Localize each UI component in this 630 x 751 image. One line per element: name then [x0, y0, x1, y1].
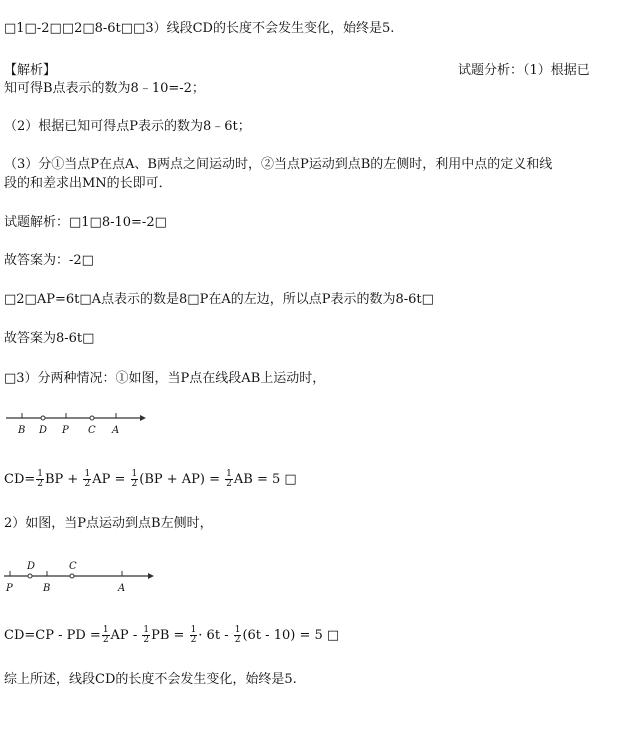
analysis-2: （2）根据已知可得点P表示的数为8﹣6t；: [4, 119, 251, 134]
number-line-figure-2: [0, 557, 160, 595]
analysis-intro-right: 试题分析：（1）根据已: [458, 63, 590, 78]
label-d: D: [39, 425, 48, 436]
point-d: [41, 416, 45, 420]
analysis-3-line-b: 段的和差求出MN的长即可．: [4, 176, 172, 191]
part-2: □2□AP=6t□A点表示的数是8□P在A的左边，所以点P表示的数为8-6t□: [4, 292, 434, 307]
case-2-intro: 2）如图，当P点运动到点B左侧时，: [4, 516, 213, 531]
label-c: C: [69, 561, 77, 572]
answer-2: 故答案为8-6t□: [4, 331, 95, 346]
label-b: B: [43, 583, 51, 594]
label-a: A: [112, 425, 120, 436]
analysis-3-line-a: （3）分①当点P在点A、B两点之间运动时，②当点P运动到点B的左侧时，利用中点的定义和线: [4, 157, 553, 172]
label-p: P: [6, 583, 13, 594]
number-line-figure-1: [0, 408, 150, 438]
arrow-head-icon: [140, 415, 146, 421]
analysis-header: 【解析】: [4, 63, 57, 78]
analysis-1-continued: 知可得B点表示的数为8﹣10=-2；: [4, 81, 205, 96]
point-c: [70, 574, 74, 578]
label-a: A: [118, 583, 126, 594]
arrow-head-icon: [148, 573, 154, 579]
label-p: P: [62, 425, 69, 436]
label-c: C: [88, 425, 96, 436]
formula-1: CD= $\frac{1}{2}$ BP + $\frac{1}{2}$ AP = $\frac{1}{2}$ (BP + AP) = $\frac{1}{2}$ AB = 5 □: [4, 469, 297, 489]
label-d: D: [27, 561, 36, 572]
answer-summary: □1□-2□□2□8-6t□□3）线段CD的长度不会发生变化，始终是5.: [4, 21, 395, 36]
label-b: B: [18, 425, 26, 436]
formula-2: CD=CP - PD = $\frac{1}{2}$ AP - $\frac{1}{2}$ PB = $\frac{1}{2}$ · 6t - $\frac{1}{2}$ (6t - 10) = 5 □: [4, 625, 340, 645]
solution-header: 试题解析：□1□8-10=-2□: [4, 215, 167, 230]
point-d: [28, 574, 32, 578]
conclusion: 综上所述，线段CD的长度不会发生变化，始终是5.: [4, 672, 297, 687]
part-3-intro: □3）分两种情况：①如图，当P点在线段AB上运动时，: [4, 371, 326, 386]
answer-1: 故答案为：-2□: [4, 253, 94, 268]
point-c: [90, 416, 94, 420]
